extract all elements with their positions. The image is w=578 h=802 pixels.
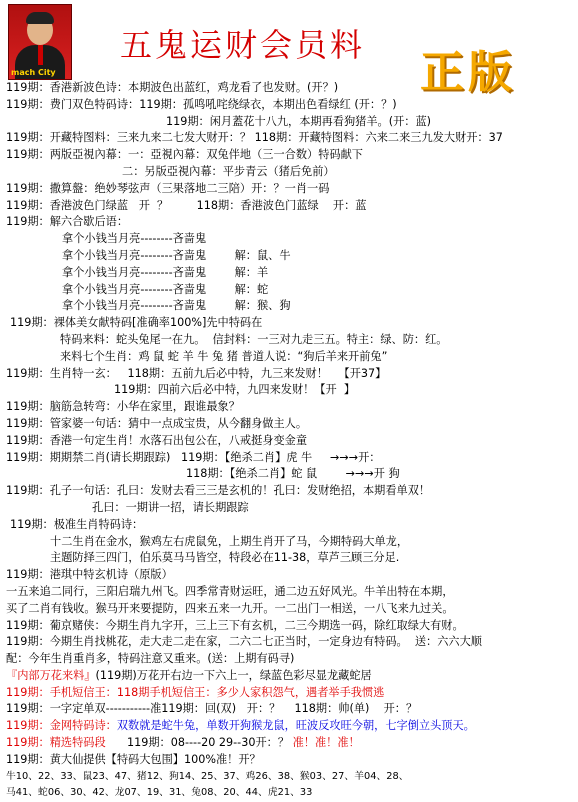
text-line — [6, 584, 574, 601]
line-segment: 今期生肖找桃花，走大走二走在家，二六二七正当时，一定身边有特码。 送：六六大顺 — [49, 635, 482, 649]
text-line — [6, 466, 574, 483]
line-segment: 葡京赌侠：今期生肖九字开，三上三下有玄机，二三今期选一码，除红取绿大有财。 — [49, 618, 464, 632]
line-segment: 119期： — [6, 400, 50, 414]
line-segment: 119期： — [6, 81, 50, 94]
line-segment: 119期： — [6, 366, 50, 380]
line-segment: 119期：08----20 29--30开：？ — [105, 736, 293, 750]
text-line — [6, 298, 574, 315]
line-segment: 期期禁二肖(请长期跟踪) 119期：【绝杀二肖】虎 牛 →→→开： — [49, 450, 381, 464]
line-segment: 极准生肖特码诗： — [53, 517, 144, 531]
text-line — [6, 718, 574, 735]
line-segment: 香港一句定生肖！水落石出包公在，八戒挺身变金童 — [49, 433, 308, 447]
content-body — [6, 80, 574, 802]
text-line — [6, 517, 574, 534]
text-line — [6, 685, 574, 702]
line-segment: 配：今年生肖重肖多，特码注意又重来。(送：上期有码寻) — [6, 652, 295, 666]
text-line — [6, 231, 574, 248]
line-segment: 二：另版亞視內幕：平步青云（猪后免前） — [122, 164, 335, 178]
text-line — [6, 433, 574, 450]
text-line — [6, 668, 574, 685]
line-segment: 黄大仙提供【特码大包围】100%准！开？ — [49, 752, 261, 766]
line-segment: 119期： — [6, 416, 50, 430]
text-line — [6, 80, 574, 97]
line-segment: 买了二肖有钱收。猴马开来要提防，四来五来一九开。一二出门一相送，一八飞来九过关。 — [6, 601, 454, 615]
line-segment: 119期： — [6, 198, 50, 212]
line-segment: 开藏特图料：三来九来二七发大财开：？ 118期：开藏特图料：六来二来三九发大财开：37 — [49, 131, 503, 145]
line-segment: 119期： — [6, 752, 50, 766]
line-segment: 马41、蛇06、30、42、龙07、19、31、兔08、20、44、虎21、33 — [6, 787, 313, 799]
text-line — [6, 349, 574, 366]
line-segment: 香港新波色诗：本期波色出蓝红，鸡龙看了也发财。(开？) — [49, 81, 339, 94]
line-segment: 119期： — [6, 97, 50, 111]
text-line — [6, 164, 574, 181]
line-segment: 牛10、22、33、鼠23、47、猪12、狗14、25、37、鸡26、38、猴03、27、羊04、28、 — [6, 770, 409, 782]
text-line — [6, 315, 574, 332]
line-segment: 裸体美女献特码[准确率100%]先中特码在 — [53, 316, 263, 330]
line-segment: 一五来追二同行，三阳启瑞九州飞。四季常青财运旺，通二边五好风光。牛羊出特在本期， — [6, 584, 454, 598]
text-line — [6, 147, 574, 164]
line-segment: 一字定单双-----------准119期：回(双) 开：？ 118期：帅(单) 开：？ — [49, 702, 418, 716]
text-line — [6, 214, 574, 231]
line-segment: 119期：手机短信王：118期手机短信王：多少人家积怨气，遇者举手我惯逃 — [6, 685, 385, 699]
text-line — [6, 601, 574, 618]
text-line — [6, 735, 574, 752]
text-line — [6, 282, 574, 299]
line-segment: 生肖特一玄： 118期：五前九后必中特，九三来发财！ 【开37】 — [49, 366, 387, 380]
line-segment: (119期)万花开右边一下六上一，绿蓝色彩尽显龙藏蛇居 — [95, 668, 372, 682]
line-segment: 费门双色特码诗：119期：孤鸣吼咤绕绿衣，本期出色看绿红 (开：？) — [49, 97, 397, 111]
text-line — [6, 416, 574, 433]
line-segment: 119期： — [6, 131, 50, 145]
line-segment: 香港波色门绿蓝 开 ？ 118期：香港波色门蓝绿 开：蓝 — [49, 198, 367, 212]
line-segment: 解六合歇后语： — [49, 215, 129, 229]
line-segment: 119期： — [6, 702, 50, 716]
line-segment: 撒算盤：绝妙琴弦声（三果落地二三陪）开：？一肖一码 — [49, 181, 330, 195]
line-segment: 特码来料：蛇头兔尾一在九。 信封料：一三对九走三五。特主：绿、防：红。 — [60, 332, 448, 346]
text-line — [6, 198, 574, 215]
line-segment: 来料七个生肖：鸡 鼠 蛇 羊 牛 兔 猪 普道人说：“狗后羊来开前兔” — [60, 349, 388, 363]
text-line — [6, 382, 574, 399]
text-line — [6, 634, 574, 651]
text-line — [6, 114, 574, 131]
text-line — [6, 97, 574, 114]
line-segment: 双数就是蛇牛兔，单数开狗猴龙鼠，旺波反攻旺今朝，七字倒立头顶天。 — [116, 719, 475, 733]
line-segment: 119期：闲月蓋花十八九，本期再看狗猪羊。(开：蓝) — [166, 114, 432, 128]
text-line — [6, 265, 574, 282]
text-line — [6, 701, 574, 718]
text-line — [6, 500, 574, 517]
line-segment: 十二生肖在金水，猴鸡左右虎鼠免，上期生肖开了马，今期特码大单龙， — [50, 534, 409, 548]
line-segment: 119期： — [6, 618, 50, 632]
line-segment: 119期：四前六后必中特，九四来发财！【开 】 — [114, 383, 356, 397]
line-segment: 119期： — [6, 433, 50, 447]
text-line — [6, 181, 574, 198]
line-segment: 两版亞視內幕：一：亞視內幕：双兔伴地（三一合数）特码献下 — [49, 148, 363, 162]
text-line — [6, 366, 574, 383]
line-segment: 『内部万花来料』 — [6, 668, 96, 682]
line-segment: 拿个小钱当月亮--------吝啬鬼 解：蛇 — [62, 282, 269, 296]
line-segment: 拿个小钱当月亮--------吝啬鬼 解：猴、狗 — [62, 299, 291, 313]
authentic-stamp: 正版 — [420, 47, 516, 98]
text-line — [6, 752, 574, 769]
text-line — [6, 450, 574, 467]
page-title: 五鬼运财会员料 — [120, 26, 366, 64]
line-segment: 119期： — [6, 568, 50, 582]
line-segment: 118期：【绝杀二肖】蛇 鼠 →→→开 狗 — [186, 467, 400, 481]
portrait-photo — [8, 4, 72, 80]
line-segment: 119期： — [6, 215, 50, 229]
line-segment: 港琪中特玄机诗（原版） — [49, 568, 173, 582]
portrait-hair — [26, 12, 54, 24]
line-segment: 119期：精选特码段 — [6, 736, 106, 750]
line-segment: 119期： — [6, 484, 50, 498]
text-line — [6, 332, 574, 349]
line-segment: 119期：金网特码诗： — [6, 719, 117, 733]
text-line — [6, 785, 574, 802]
line-segment: 准！准！准！ — [292, 736, 360, 750]
text-line — [6, 248, 574, 265]
text-line — [6, 534, 574, 551]
text-line — [6, 550, 574, 567]
photo-caption: mach City — [11, 68, 56, 77]
line-segment: 拿个小钱当月亮--------吝啬鬼 — [62, 232, 207, 246]
line-segment: 119期： — [10, 316, 54, 330]
text-line — [6, 769, 574, 786]
line-segment: 主题防择三四门，伯乐莫马马皆空，特段必在11-38，草芦三顾三分足. — [50, 551, 400, 565]
line-segment: 拿个小钱当月亮--------吝啬鬼 解：鼠、牛 — [62, 248, 291, 262]
line-segment: 脑筋急转弯：小华在家里，跟谁最象？ — [49, 400, 240, 414]
text-line — [6, 567, 574, 584]
line-segment: 孔子一句话：孔曰：发财去看三三是玄机的！孔曰：发财绝招，本期看单双！ — [49, 484, 431, 498]
text-line — [6, 651, 574, 668]
portrait-tie — [38, 45, 43, 65]
line-segment: 119期： — [6, 148, 50, 162]
text-line — [6, 483, 574, 500]
line-segment: 119期： — [6, 635, 50, 649]
line-segment: 119期： — [6, 181, 50, 195]
line-segment: 119期： — [10, 517, 54, 531]
line-segment: 管家婆一句话：猜中一点成宝贵，从今翻身做主人。 — [49, 416, 308, 430]
line-segment: 拿个小钱当月亮--------吝啬鬼 解：羊 — [62, 265, 269, 279]
line-segment: 119期： — [6, 450, 50, 464]
text-line — [6, 399, 574, 416]
line-segment: 孔曰：一期讲一招，请长期跟踪 — [92, 500, 249, 514]
text-line — [6, 618, 574, 635]
text-line — [6, 130, 574, 147]
